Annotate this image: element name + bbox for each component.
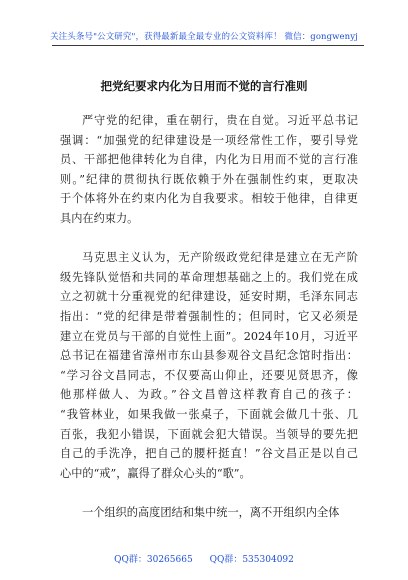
paragraph-2-line: 百张，我犯小错误，下面就会犯大错误。当领导的要先把: [60, 427, 358, 441]
document-body: [60, 111, 358, 522]
paragraph-2-line: 立之初就十分重视党的纪律建设，延安时期，毛泽东同志: [60, 290, 358, 304]
paragraph-2-line: “我管林业，如果我做一张桌子，下面就会做几十张、几: [60, 407, 358, 421]
header-divider: [52, 45, 364, 46]
paragraph-2-line: “学习谷文昌同志，不仅要高山仰止，还要见贤思齐，像: [60, 368, 358, 382]
paragraph-gap: [60, 229, 358, 249]
paragraph-3-line: 一个组织的高度团结和集中统一，离不开组织内全体: [82, 505, 340, 519]
paragraph-gap: [60, 483, 358, 503]
footer-contacts: [0, 552, 408, 565]
paragraph-2-line: 心中的“戒”，赢得了群众心头的“歌”。: [60, 466, 251, 480]
paragraph-2-line: 马克思主义认为，无产阶级政党纪律是建立在无产阶: [82, 251, 358, 265]
paragraph-1-line: 于个体将外在约束内化为自我要求。相较于他律，自律更: [60, 192, 358, 206]
promo-banner: 关注头条号"公文研究"，获得最新最全最专业的公文资料库！ 微信：gongwenyj: [50, 32, 358, 42]
paragraph-1-line: 具内在约束力。: [60, 211, 139, 225]
paragraph-2-line: 指出：“党的纪律是带着强制性的；但同时，它又必须是: [60, 309, 358, 323]
paragraph-2-line: 自己的手洗净，把自己的腰杆挺直！”谷文昌正是以自己: [60, 447, 358, 461]
qq-group-2: QQ群：535304092: [209, 555, 294, 565]
paragraph-1-line: 强调：“加强党的纪律建设是一项经常性工作，要引导党: [60, 133, 358, 147]
paragraph-2-line: 级先锋队觉悟和共同的革命理想基础之上的。我们党在成: [60, 270, 358, 284]
paragraph-1-line: 严守党的纪律，重在朝行，贵在自觉。习近平总书记: [82, 114, 358, 127]
paragraph-2-line: 他那样做人、为政。”谷文昌曾这样教育自己的孩子：: [60, 388, 358, 402]
paragraph-1-line: 则。”纪律的贯彻执行既依赖于外在强制性约束，更取决: [60, 172, 358, 186]
document-title: 把党纪要求内化为日用而不觉的言行准则: [100, 79, 308, 93]
paragraph-2-line: 总书记在福建省漳州市东山县参观谷文昌纪念馆时指出：: [60, 349, 358, 363]
paragraph-2-line: 建立在党员与干部的自觉性上面”。2024年10月，习近平: [60, 329, 358, 343]
qq-group-1: QQ群：30265665: [114, 555, 193, 565]
paragraph-1-line: 员、干部把他律转化为自律，内化为日用而不觉的言行准: [60, 153, 358, 167]
